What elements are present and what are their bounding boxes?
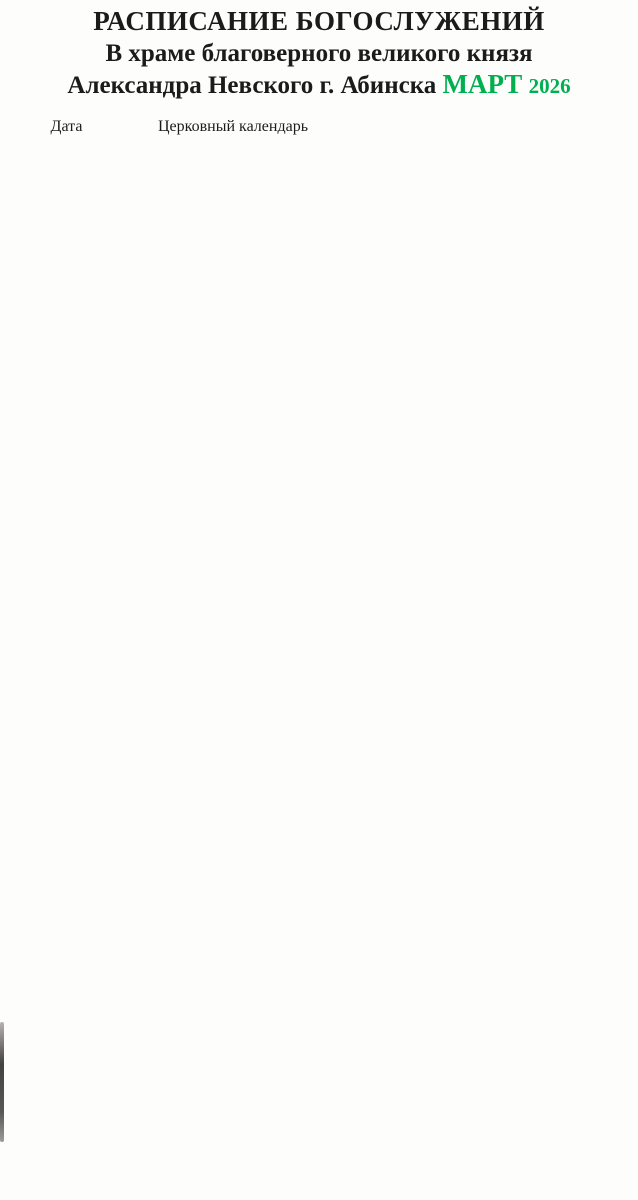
document-header xyxy=(0,0,638,102)
photo-edge-artifact xyxy=(0,1022,4,1142)
month-label: МАРТ xyxy=(442,69,523,99)
year-label: 2026 xyxy=(528,74,571,98)
page-subtitle-line2: В храме благоверного великого князя xyxy=(105,40,533,67)
column-header-date: Дата xyxy=(50,118,83,135)
church-name: Александра Невского г. Абинска xyxy=(67,72,437,99)
page-subtitle-line3 xyxy=(0,69,638,102)
column-header-row xyxy=(14,118,628,136)
column-header-calendar: Церковный календарь xyxy=(157,118,308,135)
page-title: РАСПИСАНИЕ БОГОСЛУЖЕНИЙ xyxy=(93,6,545,36)
schedule-table xyxy=(0,102,638,136)
